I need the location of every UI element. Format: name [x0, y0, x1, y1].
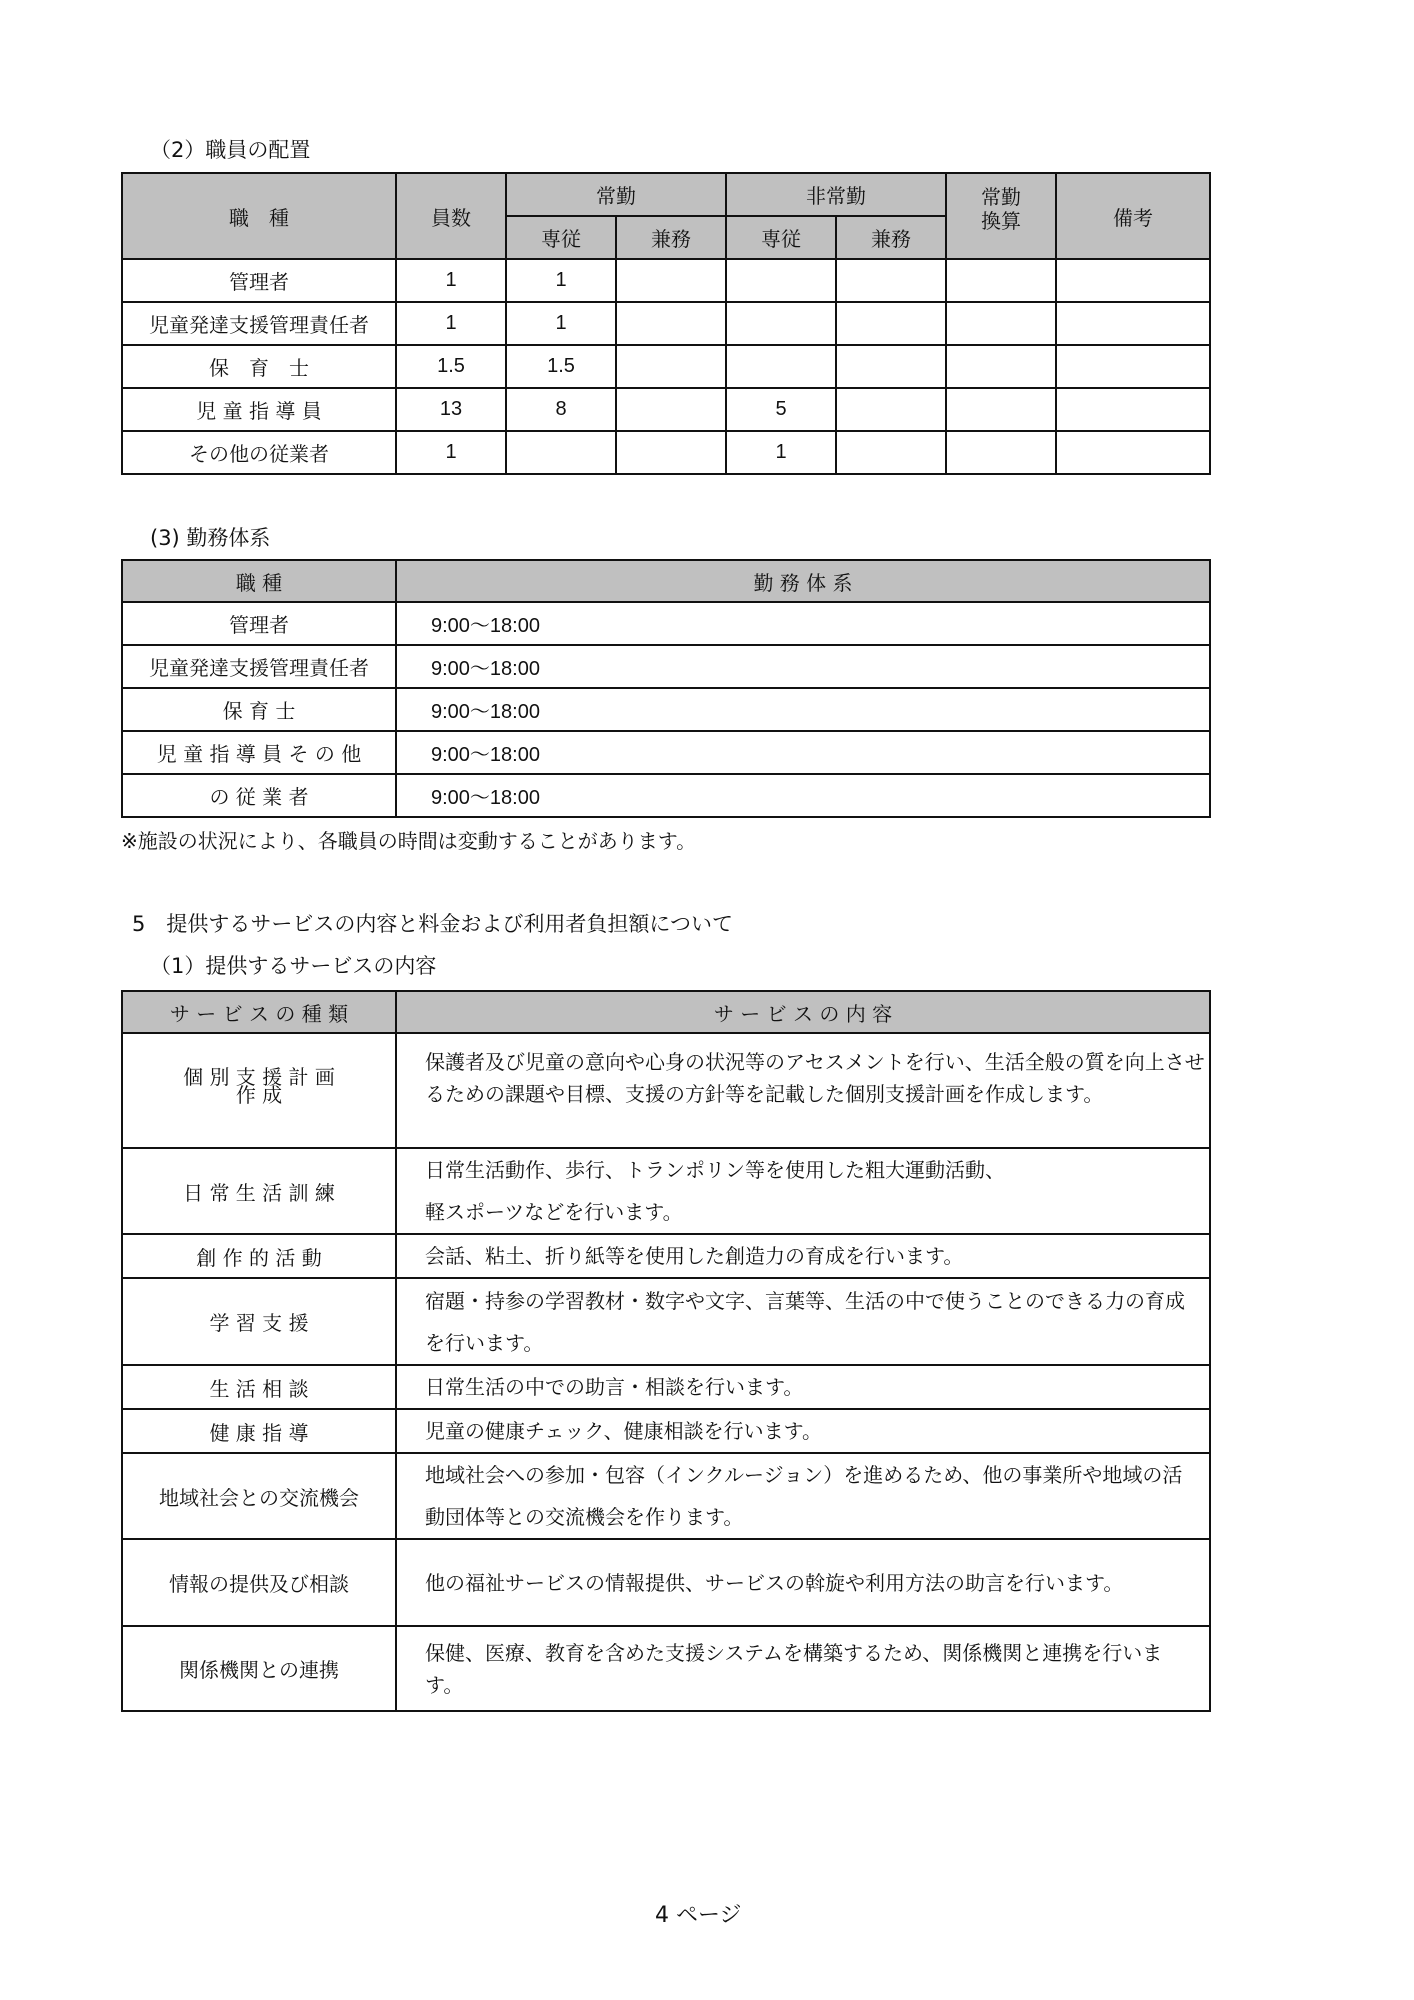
- service-type-cell: 創 作 的 活 動: [122, 1234, 396, 1278]
- job-cell: 児 童 指 導 員 そ の 他: [122, 731, 396, 774]
- service-content-line1: 日常生活動作、歩行、トランポリン等を使用した粗大運動活動、: [425, 1158, 1005, 1182]
- table-row: [122, 1365, 1210, 1409]
- ft-concurrent-cell: [616, 302, 726, 345]
- table-row: [122, 1409, 1210, 1453]
- header-fte: [946, 173, 1056, 259]
- fte-cell: [946, 259, 1056, 302]
- ft-dedicated-cell: 1: [506, 259, 616, 302]
- job-cell: 管理者: [122, 259, 396, 302]
- service-type-cell: [122, 1033, 396, 1148]
- pt-dedicated-cell: 1: [726, 431, 836, 474]
- hours-cell: 9:00〜18:00: [396, 645, 1210, 688]
- job-cell: 児童発達支援管理責任者: [122, 645, 396, 688]
- remarks-cell: [1056, 431, 1210, 474]
- services-table: [121, 990, 1211, 1712]
- count-cell: 1: [396, 259, 506, 302]
- pt-dedicated-cell: 5: [726, 388, 836, 431]
- ft-concurrent-cell: [616, 431, 726, 474]
- table-row: [122, 1033, 1210, 1148]
- table-row: [122, 1453, 1210, 1539]
- job-cell: 児童発達支援管理責任者: [122, 302, 396, 345]
- ft-dedicated-cell: 1.5: [506, 345, 616, 388]
- job-cell: 保 育 士: [122, 345, 396, 388]
- service-type-cell: 関係機関との連携: [122, 1626, 396, 1711]
- header-count: 員数: [396, 173, 506, 259]
- table-row: [122, 345, 1210, 388]
- job-cell: の 従 業 者: [122, 774, 396, 817]
- count-cell: 1: [396, 431, 506, 474]
- pt-concurrent-cell: [836, 302, 946, 345]
- staff-allocation-table: [121, 172, 1211, 475]
- fte-cell: [946, 302, 1056, 345]
- schedule-note: ※施設の状況により、各職員の時間は変動することがあります。: [121, 829, 697, 853]
- ft-concurrent-cell: [616, 259, 726, 302]
- section-5-title: 5 提供するサービスの内容と料金および利用者負担額について: [132, 912, 733, 936]
- table-row: [122, 731, 1210, 774]
- service-type-cell: 健 康 指 導: [122, 1409, 396, 1453]
- header-fte-line2: 換算: [981, 209, 1021, 233]
- header-pt-concurrent: 兼務: [836, 216, 946, 259]
- section-5-1-subtitle: （1）提供するサービスの内容: [150, 954, 437, 978]
- table-row: [122, 774, 1210, 817]
- header-remarks: 備考: [1056, 173, 1210, 259]
- ft-concurrent-cell: [616, 388, 726, 431]
- service-content-line2: 軽スポーツなどを行います。: [425, 1200, 683, 1224]
- remarks-cell: [1056, 259, 1210, 302]
- pt-dedicated-cell: [726, 345, 836, 388]
- table-row: [122, 259, 1210, 302]
- job-cell: 管理者: [122, 602, 396, 645]
- service-content-cell: 保護者及び児童の意向や心身の状況等のアセスメントを行い、生活全般の質を向上させるための課題や目標、支援の方針等を記載した個別支援計画を作成します。: [396, 1033, 1210, 1148]
- page-number: 4 ページ: [655, 1903, 742, 1928]
- table-row: [122, 602, 1210, 645]
- table-row: [122, 1234, 1210, 1278]
- header-fulltime: 常勤: [506, 173, 726, 216]
- remarks-cell: [1056, 345, 1210, 388]
- hours-cell: 9:00〜18:00: [396, 731, 1210, 774]
- table-row: [122, 431, 1210, 474]
- table-row: [122, 1626, 1210, 1711]
- service-type-line1: 個 別 支 援 計 画: [183, 1065, 335, 1089]
- table-row: [122, 302, 1210, 345]
- count-cell: 1.5: [396, 345, 506, 388]
- hours-cell: 9:00〜18:00: [396, 602, 1210, 645]
- service-type-cell: 情報の提供及び相談: [122, 1539, 396, 1626]
- section-3-title: (3) 勤務体系: [150, 526, 271, 550]
- pt-concurrent-cell: [836, 431, 946, 474]
- remarks-cell: [1056, 388, 1210, 431]
- count-cell: 13: [396, 388, 506, 431]
- service-content-cell: 地域社会への参加・包容（インクルージョン）を進めるため、他の事業所や地域の活動団体等との交流機会を作ります。: [396, 1453, 1210, 1539]
- header-service-content: サ ー ビ ス の 内 容: [396, 991, 1210, 1033]
- header-schedule: 勤 務 体 系: [396, 560, 1210, 602]
- table-row: [122, 1278, 1210, 1365]
- header-service-type: サ ー ビ ス の 種 類: [122, 991, 396, 1033]
- job-cell: 児 童 指 導 員: [122, 388, 396, 431]
- header-ft-dedicated: 専従: [506, 216, 616, 259]
- table-row: [122, 645, 1210, 688]
- fte-cell: [946, 388, 1056, 431]
- count-cell: 1: [396, 302, 506, 345]
- header-pt-dedicated: 専従: [726, 216, 836, 259]
- ft-dedicated-cell: 1: [506, 302, 616, 345]
- header-fte-line1: 常勤: [981, 185, 1021, 209]
- job-cell: 保 育 士: [122, 688, 396, 731]
- pt-dedicated-cell: [726, 302, 836, 345]
- section-2-title: （2）職員の配置: [150, 138, 311, 162]
- work-schedule-table: [121, 559, 1211, 818]
- service-content-cell: 児童の健康チェック、健康相談を行います。: [396, 1409, 1210, 1453]
- ft-dedicated-cell: 8: [506, 388, 616, 431]
- service-content-cell: 会話、粘土、折り紙等を使用した創造力の育成を行います。: [396, 1234, 1210, 1278]
- hours-cell: 9:00〜18:00: [396, 774, 1210, 817]
- pt-concurrent-cell: [836, 388, 946, 431]
- ft-concurrent-cell: [616, 345, 726, 388]
- header-ft-concurrent: 兼務: [616, 216, 726, 259]
- service-content-cell: 日常生活の中での助言・相談を行います。: [396, 1365, 1210, 1409]
- pt-concurrent-cell: [836, 345, 946, 388]
- service-type-cell: 日 常 生 活 訓 練: [122, 1148, 396, 1234]
- service-content-cell: [396, 1148, 1210, 1234]
- service-type-cell: 学 習 支 援: [122, 1278, 396, 1365]
- table-row: [122, 1148, 1210, 1234]
- pt-concurrent-cell: [836, 259, 946, 302]
- fte-cell: [946, 431, 1056, 474]
- service-type-cell: 地域社会との交流機会: [122, 1453, 396, 1539]
- job-cell: その他の従業者: [122, 431, 396, 474]
- header-job-type: 職 種: [122, 560, 396, 602]
- pt-dedicated-cell: [726, 259, 836, 302]
- table-row: [122, 1539, 1210, 1626]
- service-content-cell: 保健、医療、教育を含めた支援システムを構築するため、関係機関と連携を行います。: [396, 1626, 1210, 1711]
- header-parttime: 非常勤: [726, 173, 946, 216]
- ft-dedicated-cell: [506, 431, 616, 474]
- service-type-line2: 作 成: [235, 1083, 283, 1107]
- service-content-cell: 他の福祉サービスの情報提供、サービスの斡旋や利用方法の助言を行います。: [396, 1539, 1210, 1626]
- service-type-cell: 生 活 相 談: [122, 1365, 396, 1409]
- remarks-cell: [1056, 302, 1210, 345]
- hours-cell: 9:00〜18:00: [396, 688, 1210, 731]
- table-row: [122, 388, 1210, 431]
- table-row: [122, 688, 1210, 731]
- header-job-type: 職 種: [122, 173, 396, 259]
- fte-cell: [946, 345, 1056, 388]
- service-content-cell: 宿題・持参の学習教材・数字や文字、言葉等、生活の中で使うことのできる力の育成を行います。: [396, 1278, 1210, 1365]
